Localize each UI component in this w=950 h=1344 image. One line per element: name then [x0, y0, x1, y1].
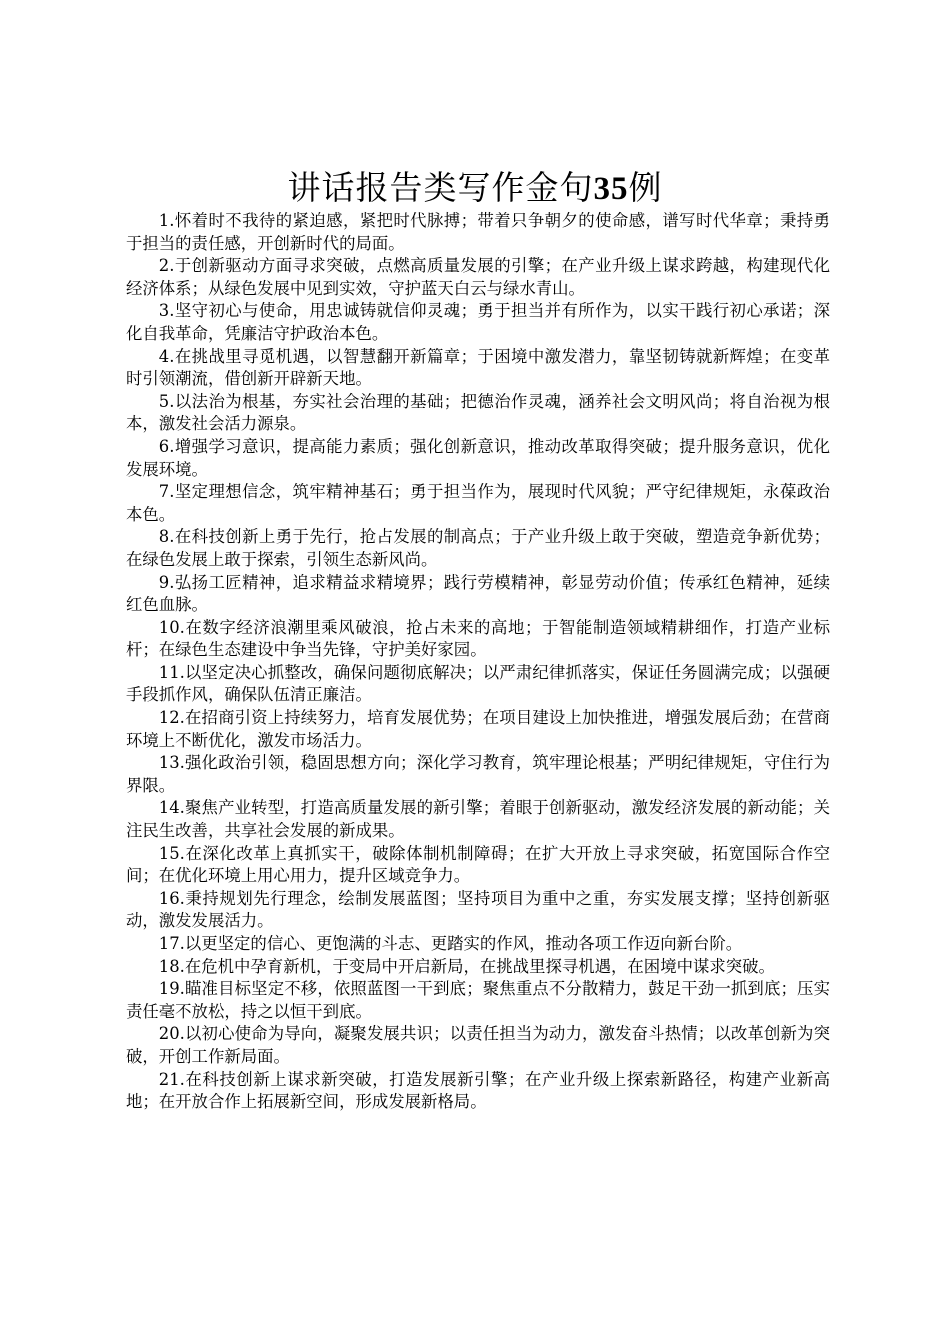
page-title [0, 168, 950, 209]
list-item: 21.在科技创新上谋求新突破，打造发展新引擎；在产业升级上探索新路径，构建产业新高地；在开放合作上拓展新空间，形成发展新格局。 [126, 1069, 830, 1112]
list-item: 10.在数字经济浪潮里乘风破浪，抢占未来的高地；于智能制造领域精耕细作，打造产业标杆；在绿色生态建设中争当先锋，守护美好家园。 [126, 617, 830, 660]
list-item: 7.坚定理想信念，筑牢精神基石；勇于担当作为，展现时代风貌；严守纪律规矩，永葆政治本色。 [126, 482, 830, 524]
title-text: 讲话报告类写作金句 [287, 168, 594, 207]
document-body [126, 210, 830, 1114]
list-item: 15.在深化改革上真抓实干，破除体制机制障碍；在扩大开放上寻求突破，拓宽国际合作空间；在优化环境上用心用力，提升区域竞争力。 [126, 843, 830, 886]
list-item: 18.在危机中孕育新机，于变局中开启新局，在挑战里探寻机遇，在困境中谋求突破。 [158, 956, 775, 976]
list-item: 11.以坚定决心抓整改，确保问题彻底解决；以严肃纪律抓落实，保证任务圆满完成；以强硬手段抓作风，确保队伍清正廉洁。 [126, 662, 830, 705]
list-item: 2.于创新驱动方面寻求突破，点燃高质量发展的引擎；在产业升级上谋求跨越，构建现代化经济体系；从绿色发展中见到实效，守护蓝天白云与绿水青山。 [126, 256, 830, 298]
list-item: 16.秉持规划先行理念，绘制发展蓝图；坚持项目为重中之重，夯实发展支撑；坚持创新驱动，激发发展活力。 [126, 888, 830, 931]
list-item: 6.增强学习意识，提高能力素质；强化创新意识，推动改革取得突破；提升服务意识，优化发展环境。 [126, 436, 830, 479]
list-item: 17.以更坚定的信心、更饱满的斗志、更踏实的作风，推动各项工作迈向新台阶。 [158, 934, 743, 953]
title-number: 35 [593, 171, 629, 207]
list-item: 12.在招商引资上持续努力，培育发展优势；在项目建设上加快推进，增强发展后劲；在营商环境上不断优化，激发市场活力。 [126, 708, 830, 750]
list-item: 20.以初心使命为导向，凝聚发展共识；以责任担当为动力，激发奋斗热情；以改革创新为突破，开创工作新局面。 [126, 1024, 830, 1066]
list-item: 9.弘扬工匠精神，追求精益求精境界；践行劳模精神，彰显劳动价值；传承红色精神，延续红色血脉。 [126, 572, 830, 615]
list-item: 5.以法治为根基，夯实社会治理的基础；把德治作灵魂，涵养社会文明风尚；将自治视为根本，激发社会活力源泉。 [126, 391, 830, 434]
list-item: 1.怀着时不我待的紧迫感，紧把时代脉搏；带着只争朝夕的使命感，谱写时代华章；秉持勇于担当的责任感，开创新时代的局面。 [126, 211, 830, 253]
list-item: 13.强化政治引领，稳固思想方向；深化学习教育，筑牢理论根基；严明纪律规矩，守住行为界限。 [126, 753, 830, 795]
list-item: 3.坚守初心与使命，用忠诚铸就信仰灵魂；勇于担当并有所作为，以实干践行初心承诺；深化自我革命，凭廉洁守护政治本色。 [126, 301, 830, 343]
list-item: 8.在科技创新上勇于先行，抢占发展的制高点；于产业升级上敢于突破，塑造竞争新优势；在绿色发展上敢于探索，引领生态新风尚。 [126, 527, 830, 569]
list-item: 14.聚焦产业转型，打造高质量发展的新引擎；着眼于创新驱动，激发经济发展的新动能；关注民生改善，共享社会发展的新成果。 [126, 798, 830, 841]
list-item: 4.在挑战里寻觅机遇，以智慧翻开新篇章；于困境中激发潜力，靠坚韧铸就新辉煌；在变革时引领潮流，借创新开辟新天地。 [126, 346, 830, 389]
title-suffix: 例 [628, 168, 663, 207]
list-item: 19.瞄准目标坚定不移，依照蓝图一干到底；聚焦重点不分散精力，鼓足干劲一抓到底；压实责任毫不放松，持之以恒干到底。 [126, 979, 830, 1021]
